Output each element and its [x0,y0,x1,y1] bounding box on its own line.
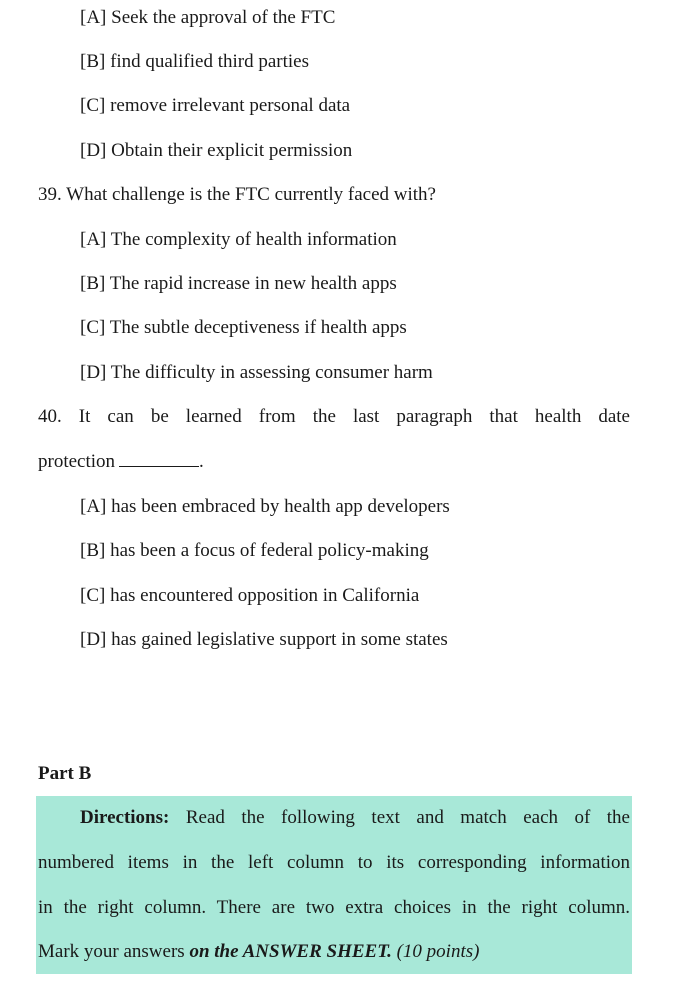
q38-option-c: [C] remove irrelevant personal data [80,95,351,116]
q40-stem-period: . [199,451,204,472]
q39-stem: 39. What challenge is the FTC currently faced with? [38,184,436,205]
directions-box [36,796,632,974]
q38-option-b: [B] find qualified third parties [80,51,309,72]
q40-option-a: [A] has been embraced by health app developers [80,496,450,517]
q39-option-d: [D] The difficulty in assessing consumer harm [80,362,433,383]
directions-line-1-text: Read the following text and match each of the [169,807,630,828]
q40-stem-line2 [38,450,204,474]
q40-option-c: [C] has encountered opposition in California [80,585,420,606]
q40-stem-line1: 40. It can be learned from the last paragraph that health date [38,406,630,427]
q38-option-a: [A] Seek the approval of the FTC [80,7,336,28]
points-note: (10 points) [391,941,480,962]
answer-sheet-emphasis: on the ANSWER SHEET. [189,941,392,962]
directions-line-3: in the right column. There are two extra choices in the right column. [38,897,630,918]
q38-option-d: [D] Obtain their explicit permission [80,140,353,161]
q39-option-c: [C] The subtle deceptiveness if health apps [80,317,407,338]
q39-option-a: [A] The complexity of health information [80,229,397,250]
q39-option-b: [B] The rapid increase in new health apps [80,273,397,294]
answer-blank [119,450,199,467]
directions-line-2: numbered items in the left column to its corresponding information [38,852,630,873]
directions-line-4 [38,940,630,964]
directions-label: Directions: [80,807,170,828]
directions-line-1 [38,806,630,830]
q40-stem-word: protection [38,451,116,472]
q40-option-b: [B] has been a focus of federal policy-making [80,540,429,561]
q40-option-d: [D] has gained legislative support in some states [80,629,448,650]
directions-line-4-start: Mark your answers [38,941,190,962]
part-b-title: Part B [38,763,92,784]
